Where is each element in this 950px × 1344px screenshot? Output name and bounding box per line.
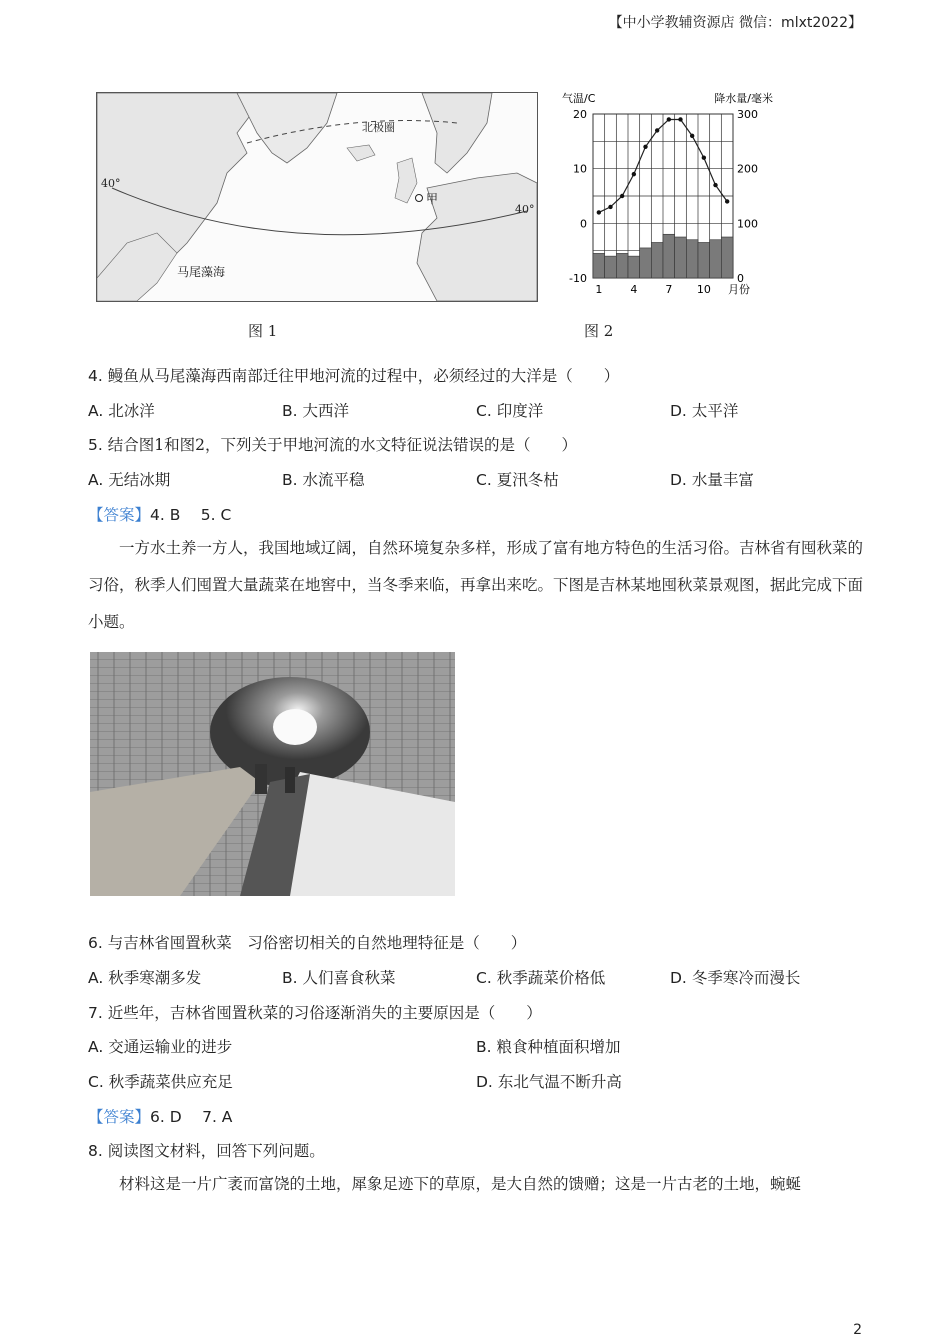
temperature-point bbox=[690, 134, 694, 138]
temperature-point bbox=[608, 205, 612, 209]
lat-left-label: 40° bbox=[101, 177, 121, 190]
lat-right-label: 40° bbox=[515, 203, 535, 216]
y-right-tick: 200 bbox=[737, 162, 758, 176]
q7-option-b[interactable]: B. 粮食种植面积增加 bbox=[476, 1038, 621, 1056]
precip-bar bbox=[616, 253, 628, 278]
answer-tag: 【答案】 bbox=[88, 1108, 151, 1126]
climate-chart bbox=[560, 88, 775, 308]
material-paragraph: 材料这是一片广袤而富饶的土地，犀象足迹下的草原，是大自然的馈赠；这是一片古老的土地，蜿蜒 bbox=[119, 1175, 802, 1193]
y-left-tick: 20 bbox=[573, 108, 587, 121]
q4-option-c[interactable]: C. 印度洋 bbox=[476, 402, 544, 420]
q5-option-c[interactable]: C. 夏汛冬枯 bbox=[476, 471, 559, 489]
precip-bar bbox=[640, 248, 652, 278]
precip-bar bbox=[663, 234, 675, 278]
temperature-point bbox=[655, 128, 659, 132]
answer-text: 4. B 5. C bbox=[150, 506, 232, 524]
q6-option-d[interactable]: D. 冬季寒冷而漫长 bbox=[670, 969, 801, 987]
sargasso-label: 马尾藻海 bbox=[177, 265, 226, 279]
precip-bar bbox=[593, 253, 605, 278]
x-tick: 10 bbox=[696, 283, 711, 296]
q5-option-a[interactable]: A. 无结冰期 bbox=[88, 471, 171, 489]
temperature-point bbox=[702, 156, 706, 160]
question-8: 8. 阅读图文材料，回答下列问题。 bbox=[88, 1142, 325, 1160]
temperature-point bbox=[643, 145, 647, 149]
temperature-point bbox=[632, 172, 636, 176]
q6-option-a[interactable]: A. 秋季寒潮多发 bbox=[88, 969, 202, 987]
question-5: 5. 结合图1和图2，下列关于甲地河流的水文特征说法错误的是（ ） bbox=[88, 436, 577, 454]
temperature-point bbox=[620, 194, 624, 198]
cellar-photo bbox=[90, 652, 455, 896]
temperature-point bbox=[713, 183, 717, 187]
y-left-title: 气温/C bbox=[562, 92, 596, 105]
precip-bar bbox=[686, 240, 698, 278]
x-tick: 7 bbox=[665, 283, 673, 296]
q4-option-d[interactable]: D. 太平洋 bbox=[670, 402, 739, 420]
question-6: 6. 与吉林省囤置秋菜 习俗密切相关的自然地理特征是（ ） bbox=[88, 934, 527, 952]
temperature-point bbox=[678, 117, 682, 121]
y-left-tick: 10 bbox=[573, 162, 587, 176]
precip-bar bbox=[698, 242, 710, 278]
q6-option-b[interactable]: B. 人们喜食秋菜 bbox=[282, 969, 396, 987]
answer-tag: 【答案】 bbox=[88, 506, 151, 524]
atlantic-map bbox=[96, 92, 538, 302]
question-number: 4. bbox=[88, 367, 103, 385]
question-stem: 鳗鱼从马尾藻海西南部迁往甲地河流的过程中，必须经过的大洋是（ ） bbox=[107, 367, 620, 385]
y-right-tick: 100 bbox=[737, 217, 758, 231]
q5-option-b[interactable]: B. 水流平稳 bbox=[282, 471, 365, 489]
q4-option-a[interactable]: A. 北冰洋 bbox=[88, 402, 155, 420]
answer-block-2 bbox=[88, 1105, 232, 1127]
intro-paragraph: 一方水土养一方人，我国地域辽阔，自然环境复杂多样，形成了富有地方特色的生活习俗。吉林省有囤秋菜的习俗，秋季人们囤置大量蔬菜在地窖中，当冬季来临，再拿出来吃。下图是吉林某地囤秋菜景观图，据此完成下面小题。 bbox=[88, 539, 864, 631]
x-unit-label: 月份 bbox=[728, 283, 750, 296]
figure2-caption: 图 2 bbox=[584, 322, 614, 340]
question-4 bbox=[88, 364, 619, 386]
figure1-caption: 图 1 bbox=[248, 322, 278, 340]
y-left-tick: 0 bbox=[580, 217, 587, 231]
precip-bar bbox=[675, 237, 687, 278]
arctic-circle-label: 北极圈 bbox=[362, 121, 395, 134]
jia-label: 甲 bbox=[426, 192, 439, 206]
q4-option-b[interactable]: B. 大西洋 bbox=[282, 402, 350, 420]
y-right-tick: 0 bbox=[737, 272, 744, 285]
y-right-tick: 300 bbox=[737, 108, 758, 121]
question-7: 7. 近些年，吉林省囤置秋菜的习俗逐渐消失的主要原因是（ ） bbox=[88, 1004, 542, 1022]
temperature-point bbox=[725, 199, 729, 203]
q7-option-c[interactable]: C. 秋季蔬菜供应充足 bbox=[88, 1073, 233, 1091]
y-left-tick: -10 bbox=[569, 272, 587, 285]
precip-bar bbox=[721, 237, 733, 278]
y-right-title: 降水量/毫米 bbox=[714, 92, 773, 105]
precip-bar bbox=[651, 242, 663, 278]
q7-option-a[interactable]: A. 交通运输业的进步 bbox=[88, 1038, 233, 1056]
precip-bar bbox=[628, 256, 640, 278]
temperature-point bbox=[597, 210, 601, 214]
temperature-point bbox=[667, 117, 671, 121]
precip-bar bbox=[710, 240, 722, 278]
q5-option-d[interactable]: D. 水量丰富 bbox=[670, 471, 754, 489]
page-header: 【中小学教辅资源店 微信：mlxt2022】 bbox=[608, 15, 862, 31]
q7-option-d[interactable]: D. 东北气温不断升高 bbox=[476, 1073, 622, 1091]
x-tick: 4 bbox=[630, 283, 638, 296]
q6-option-c[interactable]: C. 秋季蔬菜价格低 bbox=[476, 969, 606, 987]
answer-block-1 bbox=[88, 503, 231, 525]
precip-bar bbox=[605, 256, 617, 278]
page-number: 2 bbox=[853, 1322, 862, 1338]
answer-text: 6. D 7. A bbox=[150, 1108, 233, 1126]
x-tick: 1 bbox=[595, 283, 603, 296]
